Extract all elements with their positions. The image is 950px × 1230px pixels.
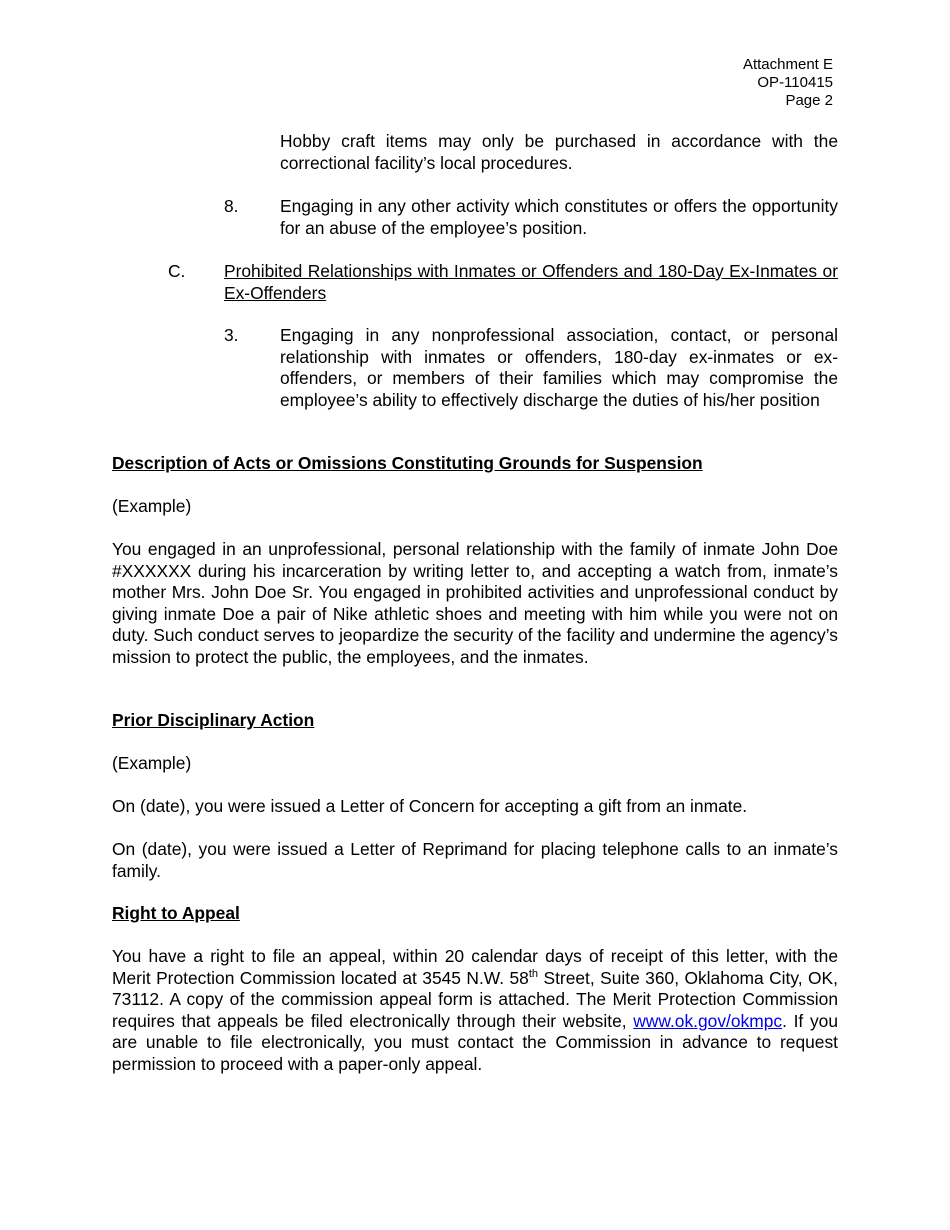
description-body: You engaged in an unprofessional, personal relationship with the family of inmate John Doe #XXXXXX during his incarceration by writing letter to, and accepting a watch from, inmate’s mother Mrs. John Doe Sr. You engaged in prohibited activities and unprofessional conduct by giving inmate Doe a pair of Nike athletic shoes and meeting with him while you were not on duty. Such conduct serves to jeopardize the security of the facility and undermine the agency’s mission to protect the public, the employees, and the inmates. <box>112 539 838 667</box>
item-3-number: 3. <box>224 325 239 345</box>
prior-action-entry-1: On (date), you were issued a Letter of Concern for accepting a gift from an inmate. <box>112 796 748 816</box>
item-8-number: 8. <box>224 196 239 216</box>
prior-action-entry-2: On (date), you were issued a Letter of Reprimand for placing telephone calls to an inmate’s family. <box>112 839 838 881</box>
item-8-text: Engaging in any other activity which constitutes or offers the opportunity for an abuse of the employee’s position. <box>280 196 838 238</box>
appeal-superscript: th <box>528 967 539 980</box>
item-3-text: Engaging in any nonprofessional association, contact, or personal relationship with inmates or offenders, 180-day ex-inmates or ex-offenders, or members of their families which may compromise the employee’s ability to effectively discharge the duties of his/her position <box>280 325 838 410</box>
attachment-label: Attachment E <box>742 56 833 73</box>
appeal-heading: Right to Appeal <box>112 903 240 923</box>
description-heading: Description of Acts or Omissions Constituting Grounds for Suspension <box>112 453 703 473</box>
hobby-craft-text: Hobby craft items may only be purchased in accordance with the correctional facility’s local procedures. <box>280 131 838 173</box>
page-number: Page 2 <box>785 92 833 109</box>
prior-action-heading: Prior Disciplinary Action <box>112 710 315 730</box>
section-c-letter: C. <box>168 261 186 281</box>
okmpc-website-link[interactable]: www.ok.gov/okmpc <box>633 1010 783 1031</box>
section-c-title: Prohibited Relationships with Inmates or Offenders and 180-Day Ex-Inmates or Ex-Offenders <box>224 261 838 303</box>
description-example: (Example) <box>112 496 192 516</box>
page-header <box>633 56 833 110</box>
prior-action-example: (Example) <box>112 753 192 773</box>
appeal-text-3: . If you are unable to file electronically, you must contact the Commission in advance to request permission to proceed with a paper-only appeal. <box>112 1010 838 1074</box>
op-number: OP-110415 <box>757 74 833 91</box>
appeal-body <box>112 946 838 1075</box>
appeal-text-2: Street, Suite 360, Oklahoma City, OK, 73112. A copy of the commission appeal form is attached. The Merit Protection Commission requires that appeals be filed electronically through their website, <box>112 967 838 1031</box>
appeal-text-1: You have a right to file an appeal, within 20 calendar days of receipt of this letter, with the Merit Protection Commission located at 3545 N.W. 58 <box>112 946 838 988</box>
